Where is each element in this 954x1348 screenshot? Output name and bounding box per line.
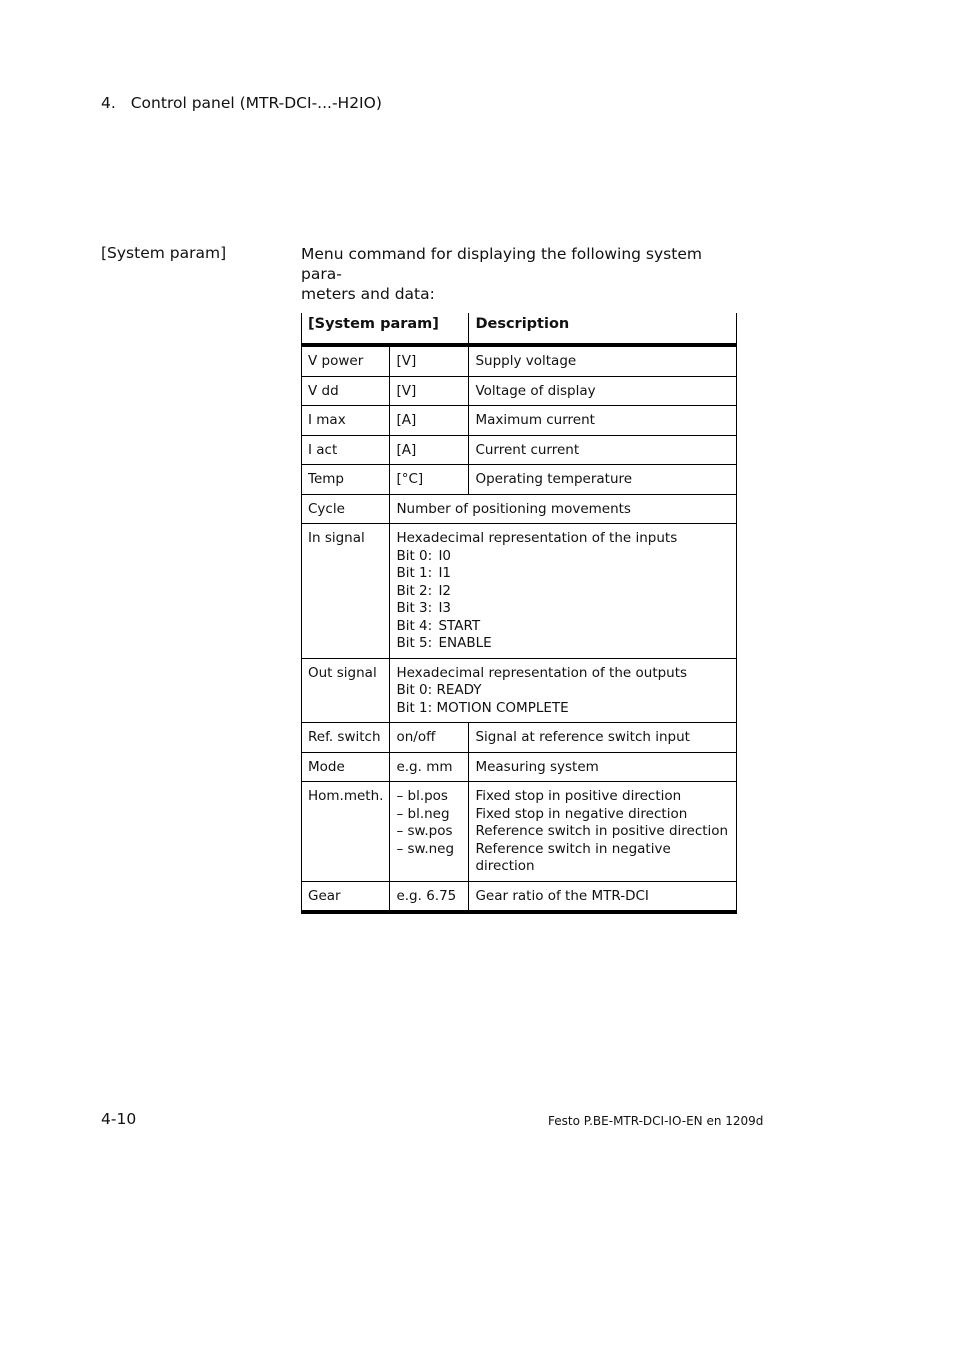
unit-cell [390,782,469,882]
description-cell: Supply voltage [469,345,737,376]
unit-cell: e.g. 6.75 [390,881,469,912]
hom-option: – bl.neg [396,805,450,822]
table-row-cycle [302,494,737,524]
intro-text [301,244,731,304]
out-signal-description: Hexadecimal representation of the outputs [396,664,688,681]
chapter-number: 4. [101,94,116,112]
bit-line [396,635,730,653]
bit-name: I3 [438,600,452,616]
table-row [302,345,737,376]
column-header-param: [System param] [302,313,469,345]
description-cell: Operating temperature [469,465,737,495]
table-row [302,435,737,465]
table-row-hom-meth [302,782,737,882]
param-cell: I max [302,406,390,436]
table-row-mode [302,752,737,782]
page-number: 4-10 [101,1110,137,1128]
unit-cell: [A] [390,406,469,436]
document-reference: Festo P.BE-MTR-DCI-IO-EN en 1209d [548,1114,764,1128]
description-cell: Gear ratio of the MTR-DCI [469,881,737,912]
bit-label: Bit 0: [396,547,433,564]
hom-desc: Reference switch in positive direction [475,823,729,839]
system-param-table [301,313,737,914]
unit-cell: [V] [390,345,469,376]
param-cell: Temp [302,465,390,495]
table-row [302,376,737,406]
param-cell: V power [302,345,390,376]
description-cell: Measuring system [469,752,737,782]
description-cell: Signal at reference switch input [469,723,737,753]
bit-name: I1 [438,565,452,581]
bit-name: I2 [438,582,452,599]
intro-line-2: meters and data: [301,285,435,303]
hom-desc: Fixed stop in positive direction [475,788,682,804]
unit-cell: e.g. mm [390,752,469,782]
table-row-in-signal [302,524,737,659]
bit-label: Bit 3: [396,600,433,616]
hom-desc: Fixed stop in negative direction [475,805,688,822]
bit-line [396,618,730,636]
param-cell: In signal [302,524,390,659]
hom-option: – sw.neg [396,840,455,857]
bit-line [396,548,730,566]
param-cell: I act [302,435,390,465]
hom-option: – sw.pos [396,823,453,839]
bit-line [396,565,730,583]
table-row-gear [302,881,737,912]
bit-label: Bit 2: [396,582,433,599]
param-cell: Ref. switch [302,723,390,753]
unit-cell: [A] [390,435,469,465]
bit-name: START [438,617,481,634]
table-row [302,406,737,436]
description-cell: Maximum current [469,406,737,436]
param-cell: Out signal [302,658,390,723]
table-row [302,465,737,495]
chapter-header [101,94,382,112]
param-cell: Hom.meth. [302,782,390,882]
param-cell: Mode [302,752,390,782]
unit-cell: [V] [390,376,469,406]
description-cell: Number of positioning movements [390,494,737,524]
hom-desc: Reference switch in negative direction [475,840,671,874]
param-cell: Cycle [302,494,390,524]
chapter-title: Control panel (MTR-DCI-...-H2IO) [130,94,382,112]
unit-cell: [°C] [390,465,469,495]
bit-label: Bit 1: [396,565,433,581]
out-bit-1: Bit 1: MOTION COMPLETE [396,699,569,716]
bit-name: ENABLE [438,635,492,651]
table-row-ref-switch [302,723,737,753]
table-row-out-signal [302,658,737,723]
in-signal-description: Hexadecimal representation of the inputs [396,530,678,546]
bit-line [396,583,730,601]
param-cell: Gear [302,881,390,912]
bit-name: I0 [438,547,452,564]
description-cell [390,658,737,723]
table-header-row [302,313,737,345]
column-header-description: Description [469,313,737,345]
bit-label: Bit 4: [396,617,433,634]
out-bit-0: Bit 0: READY [396,682,482,698]
section-label: [System param] [101,244,227,262]
description-cell [390,524,737,659]
param-cell: V dd [302,376,390,406]
unit-cell: on/off [390,723,469,753]
bit-label: Bit 5: [396,635,433,651]
bit-line [396,600,730,618]
description-cell: Current current [469,435,737,465]
intro-line-1: Menu command for displaying the following system para- [301,245,702,283]
hom-option: – bl.pos [396,788,448,804]
description-cell: Voltage of display [469,376,737,406]
description-cell [469,782,737,882]
